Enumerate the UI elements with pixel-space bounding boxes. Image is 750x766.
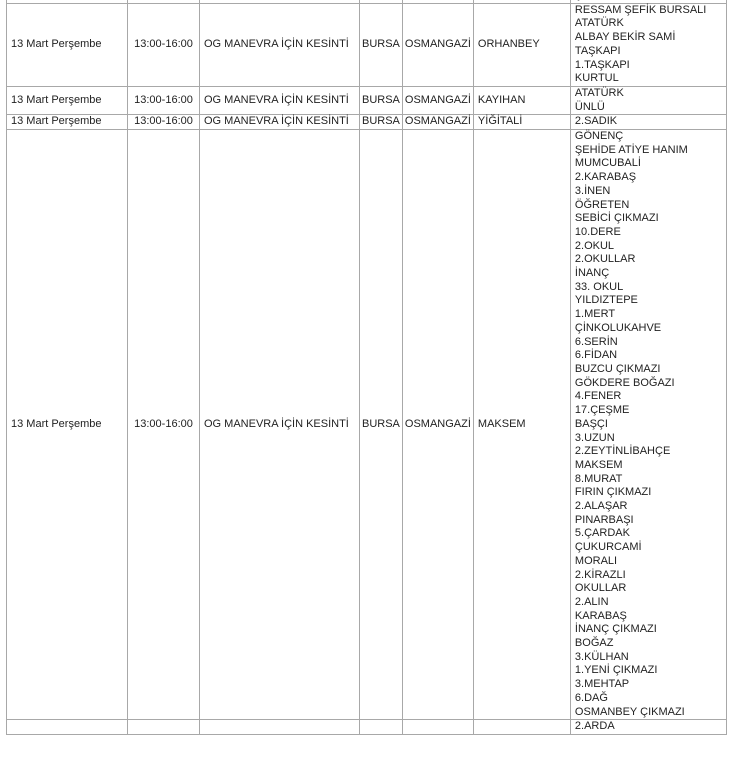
time-cell: 13:00-16:00 (128, 130, 200, 720)
street-name: MORALI (574, 554, 618, 567)
table-row (7, 86, 727, 114)
street-name: FIRIN ÇIKMAZI (574, 486, 652, 499)
street-name: İNANÇ (574, 267, 610, 280)
date-cell: 13 Mart Perşembe (7, 3, 128, 86)
street-name: 3.MEHTAP (574, 678, 630, 691)
street-name: GÖNENÇ (574, 130, 624, 143)
street-name: 6.DAĞ (574, 691, 608, 704)
table-row (7, 115, 727, 130)
street-name: KURTUL (574, 72, 619, 85)
date-cell: 13 Mart Perşembe (7, 86, 128, 114)
street-name: GÖKDERE BOĞAZI (574, 376, 675, 389)
city-cell: BURSA (360, 86, 403, 114)
street-name: 2.OKULLAR (574, 253, 636, 266)
district-cell: OSMANGAZİ (402, 115, 473, 130)
type-cell: OG MANEVRA İÇİN KESİNTİ (200, 130, 360, 720)
streets-cell (570, 3, 726, 86)
street-name: 3.KÜLHAN (574, 650, 629, 663)
street-name: 2.OKUL (574, 239, 615, 252)
street-name: 8.MURAT (574, 472, 623, 485)
street-name: ALBAY BEKİR SAMİ (574, 31, 676, 44)
street-name: 2.ALIN (574, 595, 609, 608)
street-name: KARABAŞ (574, 609, 627, 622)
table-row (7, 130, 727, 720)
neighborhood-cell: YİĞİTALİ (473, 115, 570, 130)
district-cell: OSMANGAZİ (402, 130, 473, 720)
street-name: PINARBAŞI (574, 513, 634, 526)
street-name: 1.TAŞKAPI (574, 58, 630, 71)
street-name: ÖĞRETEN (574, 198, 630, 211)
streets-cell (570, 130, 726, 720)
street-name: RESSAM ŞEFİK BURSALI (574, 3, 707, 16)
street-name: BAŞÇI (574, 417, 608, 430)
street-name: 2.SADIK (574, 115, 618, 128)
streets-cell (570, 720, 726, 735)
date-cell: 13 Mart Perşembe (7, 130, 128, 720)
street-name: 3.UZUN (574, 431, 615, 444)
street-name: 6.FİDAN (574, 349, 618, 362)
street-name: 2.ALAŞAR (574, 500, 628, 513)
street-name: 6.SERİN (574, 335, 618, 348)
city-cell: BURSA (360, 115, 403, 130)
time-cell (128, 720, 200, 735)
district-cell: OSMANGAZİ (402, 3, 473, 86)
street-name: 4.FENER (574, 390, 622, 403)
district-cell (402, 720, 473, 735)
street-name: 1.YENİ ÇIKMAZI (574, 664, 658, 677)
street-name: TAŞKAPI (574, 44, 621, 57)
street-name: ATATÜRK (574, 86, 624, 99)
street-name: ÇİNKOLUKAHVE (574, 321, 662, 334)
street-name: BOĞAZ (574, 637, 614, 650)
street-name: MAKSEM (574, 458, 623, 471)
street-name: YILDIZTEPE (574, 294, 638, 307)
time-cell: 13:00-16:00 (128, 86, 200, 114)
street-name: OSMANBEY ÇIKMAZI (574, 705, 685, 718)
neighborhood-cell: KAYIHAN (473, 86, 570, 114)
type-cell: OG MANEVRA İÇİN KESİNTİ (200, 3, 360, 86)
street-name: 2.KARABAŞ (574, 171, 637, 184)
street-name: ÇUKURCAMİ (574, 541, 642, 554)
street-name: 2.ZEYTİNLİBAHÇE (574, 445, 671, 458)
type-cell: OG MANEVRA İÇİN KESİNTİ (200, 115, 360, 130)
table-row (7, 3, 727, 86)
street-name: 2.ARDA (574, 720, 615, 733)
table-row-partial-bottom (7, 720, 727, 735)
street-name: 3.İNEN (574, 184, 611, 197)
time-cell: 13:00-16:00 (128, 3, 200, 86)
street-name: ŞEHİDE ATİYE HANIM (574, 143, 688, 156)
street-name: 10.DERE (574, 225, 621, 238)
street-name: OKULLAR (574, 582, 627, 595)
street-name: ÜNLÜ (574, 100, 605, 113)
time-cell: 13:00-16:00 (128, 115, 200, 130)
outage-table-body (7, 0, 727, 734)
city-cell (360, 720, 403, 735)
date-cell (7, 720, 128, 735)
type-cell: OG MANEVRA İÇİN KESİNTİ (200, 86, 360, 114)
street-name: MUMCUBALİ (574, 157, 641, 170)
street-name: 17.ÇEŞME (574, 404, 630, 417)
street-name: BUZCU ÇIKMAZI (574, 362, 661, 375)
neighborhood-cell: ORHANBEY (473, 3, 570, 86)
street-name: 5.ÇARDAK (574, 527, 630, 540)
street-name: 1.MERT (574, 308, 616, 321)
street-name: 2.KİRAZLI (574, 568, 626, 581)
date-cell: 13 Mart Perşembe (7, 115, 128, 130)
outage-table (6, 0, 727, 735)
neighborhood-cell: MAKSEM (473, 130, 570, 720)
city-cell: BURSA (360, 130, 403, 720)
city-cell: BURSA (360, 3, 403, 86)
street-name: İNANÇ ÇIKMAZI (574, 623, 657, 636)
street-name: SEBİCİ ÇIKMAZI (574, 212, 659, 225)
street-name: ATATÜRK (574, 17, 624, 30)
district-cell: OSMANGAZİ (402, 86, 473, 114)
streets-cell (570, 115, 726, 130)
street-name: 33. OKUL (574, 280, 624, 293)
neighborhood-cell (473, 720, 570, 735)
type-cell (200, 720, 360, 735)
streets-cell (570, 86, 726, 114)
